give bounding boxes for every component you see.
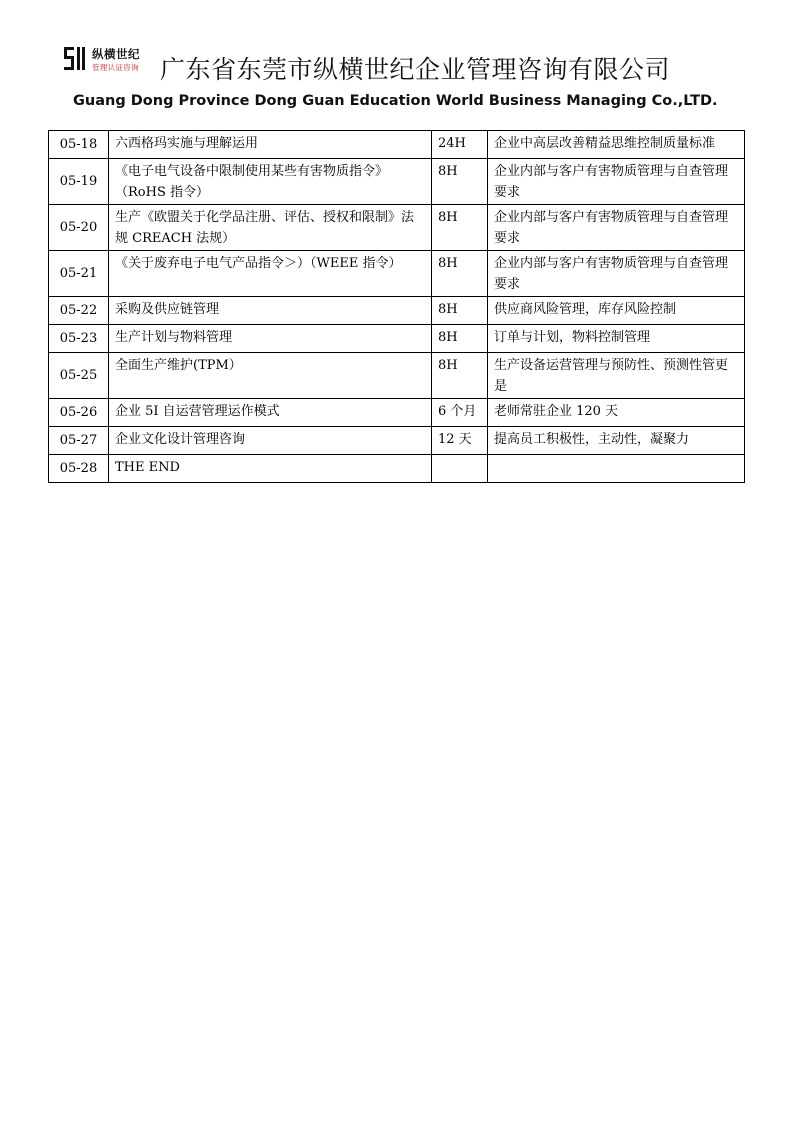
logo-mark-icon bbox=[63, 46, 87, 72]
table-row bbox=[49, 251, 745, 297]
table-row bbox=[49, 427, 745, 455]
course-duration: 8H bbox=[432, 205, 488, 251]
course-name: 《电子电气设备中限制使用某些有害物质指令》（RoHS 指令） bbox=[109, 159, 432, 205]
table-row bbox=[49, 353, 745, 399]
table-row bbox=[49, 325, 745, 353]
course-code: 05-18 bbox=[49, 131, 109, 159]
course-note: 供应商风险管理，库存风险控制 bbox=[488, 297, 745, 325]
course-duration bbox=[432, 455, 488, 483]
table-row bbox=[49, 205, 745, 251]
course-name: 《关于废弃电子电气产品指令＞）（WEEE 指令） bbox=[109, 251, 432, 297]
course-note: 企业内部与客户有害物质管理与自查管理要求 bbox=[488, 159, 745, 205]
course-code: 05-26 bbox=[49, 399, 109, 427]
course-note: 提高员工积极性，主动性，凝聚力 bbox=[488, 427, 745, 455]
course-name: 采购及供应链管理 bbox=[109, 297, 432, 325]
course-name: THE END bbox=[109, 455, 432, 483]
course-duration: 8H bbox=[432, 251, 488, 297]
course-name: 生产《欧盟关于化学品注册、评估、授权和限制》法规 CREACH 法规） bbox=[109, 205, 432, 251]
course-name: 全面生产维护(TPM） bbox=[109, 353, 432, 399]
table-row bbox=[49, 131, 745, 159]
course-name: 企业文化设计管理咨询 bbox=[109, 427, 432, 455]
course-name: 企业 5I 自运营管理运作模式 bbox=[109, 399, 432, 427]
table-row bbox=[49, 297, 745, 325]
course-code: 05-20 bbox=[49, 205, 109, 251]
course-code: 05-25 bbox=[49, 353, 109, 399]
course-duration: 8H bbox=[432, 325, 488, 353]
course-code: 05-23 bbox=[49, 325, 109, 353]
course-duration: 12 天 bbox=[432, 427, 488, 455]
company-logo bbox=[63, 46, 153, 76]
page-header bbox=[0, 0, 793, 125]
course-name: 六西格玛实施与理解运用 bbox=[109, 131, 432, 159]
table-row bbox=[49, 399, 745, 427]
course-code: 05-22 bbox=[49, 297, 109, 325]
course-code: 05-28 bbox=[49, 455, 109, 483]
course-table bbox=[48, 130, 745, 483]
course-duration: 8H bbox=[432, 297, 488, 325]
course-code: 05-19 bbox=[49, 159, 109, 205]
course-duration: 8H bbox=[432, 353, 488, 399]
course-duration: 24H bbox=[432, 131, 488, 159]
course-duration: 6 个月 bbox=[432, 399, 488, 427]
course-code: 05-21 bbox=[49, 251, 109, 297]
company-name-cn: 广东省东莞市纵横世纪企业管理咨询有限公司 bbox=[160, 55, 671, 84]
course-note bbox=[488, 455, 745, 483]
company-name-en: Guang Dong Province Dong Guan Education World Business Managing Co.,LTD. bbox=[73, 93, 718, 109]
table-row bbox=[49, 455, 745, 483]
course-duration: 8H bbox=[432, 159, 488, 205]
course-note: 生产设备运营管理与预防性、预测性管更是 bbox=[488, 353, 745, 399]
course-name: 生产计划与物料管理 bbox=[109, 325, 432, 353]
course-note: 老师常驻企业 120 天 bbox=[488, 399, 745, 427]
course-note: 订单与计划，物料控制管理 bbox=[488, 325, 745, 353]
course-note: 企业内部与客户有害物质管理与自查管理要求 bbox=[488, 205, 745, 251]
logo-subtitle: 管理认证咨询 bbox=[92, 63, 139, 72]
course-note: 企业中高层改善精益思维控制质量标准 bbox=[488, 131, 745, 159]
course-code: 05-27 bbox=[49, 427, 109, 455]
table-row bbox=[49, 159, 745, 205]
course-note: 企业内部与客户有害物质管理与自查管理要求 bbox=[488, 251, 745, 297]
logo-name: 纵横世纪 bbox=[92, 47, 140, 61]
